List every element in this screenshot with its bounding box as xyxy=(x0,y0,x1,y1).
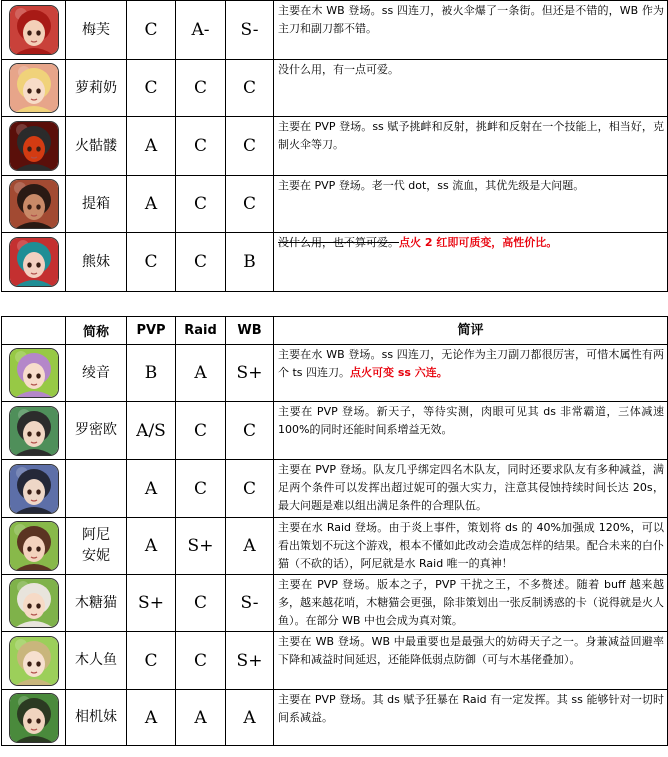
raid-grade: C xyxy=(176,632,226,690)
comment-cell xyxy=(274,117,668,176)
skull-demon-portrait-icon xyxy=(10,122,58,170)
pvp-grade: B xyxy=(127,345,176,402)
comment-cell xyxy=(274,233,668,292)
wb-grade: A xyxy=(226,518,274,575)
character-name xyxy=(66,460,127,518)
avatar-cell xyxy=(2,117,66,176)
wb-grade: B xyxy=(226,233,274,292)
comment-cell xyxy=(274,575,668,632)
wb-grade: S+ xyxy=(226,345,274,402)
comment-text: 没什么用，有一点可爱。 xyxy=(278,63,399,76)
table-row xyxy=(2,402,668,460)
comment-text: 主要在 PVP 登场。队友几乎绑定四名木队友，同时还要求队友有多种减益，满足两个条件可以发挥出超过妮可的强大实力，注意其侵蚀持续时间长达 20s，最大问题是难以组出满足条件的合理队伍。 xyxy=(278,463,664,512)
raid-grade: C xyxy=(176,402,226,460)
character-name: 相机妹 xyxy=(66,690,127,746)
pvp-grade: C xyxy=(127,60,176,117)
wb-grade: C xyxy=(226,60,274,117)
character-portrait-blonde-icon xyxy=(10,64,58,112)
avatar-cell xyxy=(2,575,66,632)
comment-text: 主要在木 WB 登场。ss 四连刀，被火伞爆了一条街。但还是不错的，WB 作为主刀和副刀都不错。 xyxy=(278,4,664,35)
pvp-grade: C xyxy=(127,1,176,60)
header-wb: WB xyxy=(226,317,274,345)
raid-grade: A xyxy=(176,690,226,746)
character-name: 罗密欧 xyxy=(66,402,127,460)
character-name: 阿尼 安妮 xyxy=(66,518,127,575)
character-name: 绫音 xyxy=(66,345,127,402)
raid-grade: C xyxy=(176,460,226,518)
character-portrait-glasses-icon xyxy=(10,465,58,513)
character-tier-table-2 xyxy=(1,316,668,746)
character-portrait-purple-hair-icon xyxy=(10,349,58,397)
table-row xyxy=(2,233,668,292)
wb-grade: S+ xyxy=(226,632,274,690)
character-name: 提箱 xyxy=(66,176,127,233)
comment-cell xyxy=(274,690,668,746)
raid-grade: S+ xyxy=(176,518,226,575)
table-row xyxy=(2,60,668,117)
comment-text: 主要在水 WB 登场。ss 四连刀，无论作为主刀副刀都很厉害，可惜木属性有两个 ts 四连刀。 xyxy=(278,348,664,379)
table-row xyxy=(2,518,668,575)
comment-cell xyxy=(274,1,668,60)
character-name: 梅芙 xyxy=(66,1,127,60)
avatar-cell xyxy=(2,345,66,402)
character-portrait-green-hair-icon xyxy=(10,694,58,742)
wb-grade: S- xyxy=(226,575,274,632)
header-comment: 简评 xyxy=(274,317,668,345)
pvp-grade: A xyxy=(127,518,176,575)
comment-cell xyxy=(274,632,668,690)
comment-text: 主要在 PVP 登场。其 ds 赋予狂暴在 Raid 有一定发挥。其 ss 能够针对一切时间系减益。 xyxy=(278,693,664,724)
table-row xyxy=(2,575,668,632)
avatar-cell xyxy=(2,632,66,690)
character-name: 熊妹 xyxy=(66,233,127,292)
character-portrait-teal-hair-icon xyxy=(10,238,58,286)
pvp-grade: S+ xyxy=(127,575,176,632)
pvp-grade: A xyxy=(127,690,176,746)
avatar-cell xyxy=(2,402,66,460)
header-short-name: 简称 xyxy=(66,317,127,345)
pvp-grade: A xyxy=(127,460,176,518)
wb-grade: S- xyxy=(226,1,274,60)
character-portrait-sunglasses-icon xyxy=(10,180,58,228)
raid-grade: A xyxy=(176,345,226,402)
character-portrait-brown-hair-icon xyxy=(10,522,58,570)
avatar-cell xyxy=(2,690,66,746)
character-portrait-white-hair-icon xyxy=(10,579,58,627)
character-portrait-red-hair-icon xyxy=(10,6,58,54)
wb-grade: C xyxy=(226,117,274,176)
character-name: 木人鱼 xyxy=(66,632,127,690)
wb-grade: C xyxy=(226,176,274,233)
comment-cell xyxy=(274,60,668,117)
header-pvp: PVP xyxy=(127,317,176,345)
character-tier-table-1 xyxy=(1,0,668,292)
pvp-grade: C xyxy=(127,632,176,690)
character-name: 木糖猫 xyxy=(66,575,127,632)
character-portrait-mermaid-icon xyxy=(10,637,58,685)
comment-cell xyxy=(274,518,668,575)
comment-text: 主要在 PVP 登场。版本之子，PVP 干扰之王，不多赘述。随着 buff 越来越多，越来越花哨，木糖猫会更强，除非策划出一张反制诱惑的卡（说得就是火人鱼）。在部分 WB 中也会成为真对策。 xyxy=(278,578,664,627)
comment-highlight-text: 点火 2 红即可质变，高性价比。 xyxy=(399,236,558,249)
table-row xyxy=(2,690,668,746)
table-row xyxy=(2,632,668,690)
table-row xyxy=(2,1,668,60)
wb-grade: C xyxy=(226,402,274,460)
pvp-grade: C xyxy=(127,233,176,292)
raid-grade: C xyxy=(176,117,226,176)
pvp-grade: A xyxy=(127,117,176,176)
comment-text: 主要在 PVP 登场。ss 赋予挑衅和反射，挑衅和反射在一个技能上，相当好，克制火伞等刀。 xyxy=(278,120,664,151)
table-header-row xyxy=(2,317,668,345)
comment-cell xyxy=(274,460,668,518)
character-name: 火骷髅 xyxy=(66,117,127,176)
comment-text: 主要在 PVP 登场。老一代 dot，ss 流血，其优先级是大问题。 xyxy=(278,179,585,192)
table-row xyxy=(2,117,668,176)
table-row xyxy=(2,345,668,402)
character-name: 萝莉奶 xyxy=(66,60,127,117)
character-portrait-dark-hair-icon xyxy=(10,407,58,455)
comment-cell xyxy=(274,176,668,233)
table-row xyxy=(2,460,668,518)
pvp-grade: A/S xyxy=(127,402,176,460)
comment-text: 主要在 WB 登场。WB 中最重要也是最强大的妨碍天子之一。身兼减益回避率下降和减益时间延迟，还能降低弱点防御（可与木基佬叠加）。 xyxy=(278,635,664,666)
raid-grade: C xyxy=(176,575,226,632)
avatar-cell xyxy=(2,460,66,518)
comment-cell xyxy=(274,345,668,402)
avatar-cell xyxy=(2,1,66,60)
header-raid: Raid xyxy=(176,317,226,345)
raid-grade: C xyxy=(176,176,226,233)
comment-text: 主要在水 Raid 登场。由于炎上事件，策划将 ds 的 40%加强成 120%，可以看出策划不玩这个游戏，根本不懂如此改动会造成怎样的结果。配合未来的白仆猫（不砍的话），阿尼就是水 Raid 唯一的真神！ xyxy=(278,521,664,570)
comment-highlight-text: 点火可变 ss 六连。 xyxy=(350,366,448,379)
avatar-cell xyxy=(2,176,66,233)
avatar-cell xyxy=(2,60,66,117)
avatar-cell xyxy=(2,518,66,575)
pvp-grade: A xyxy=(127,176,176,233)
avatar-cell xyxy=(2,233,66,292)
table-row xyxy=(2,176,668,233)
raid-grade: A- xyxy=(176,1,226,60)
wb-grade: A xyxy=(226,690,274,746)
wb-grade: C xyxy=(226,460,274,518)
comment-cell xyxy=(274,402,668,460)
comment-text: 主要在 PVP 登场。新天子，等待实测，肉眼可见其 ds 非常霸道，三体减速 100%的同时还能时间系增益无效。 xyxy=(278,405,664,436)
raid-grade: C xyxy=(176,233,226,292)
header-avatar xyxy=(2,317,66,345)
comment-strikethrough-text: 没什么用，也不算可爱。 xyxy=(278,236,399,249)
raid-grade: C xyxy=(176,60,226,117)
